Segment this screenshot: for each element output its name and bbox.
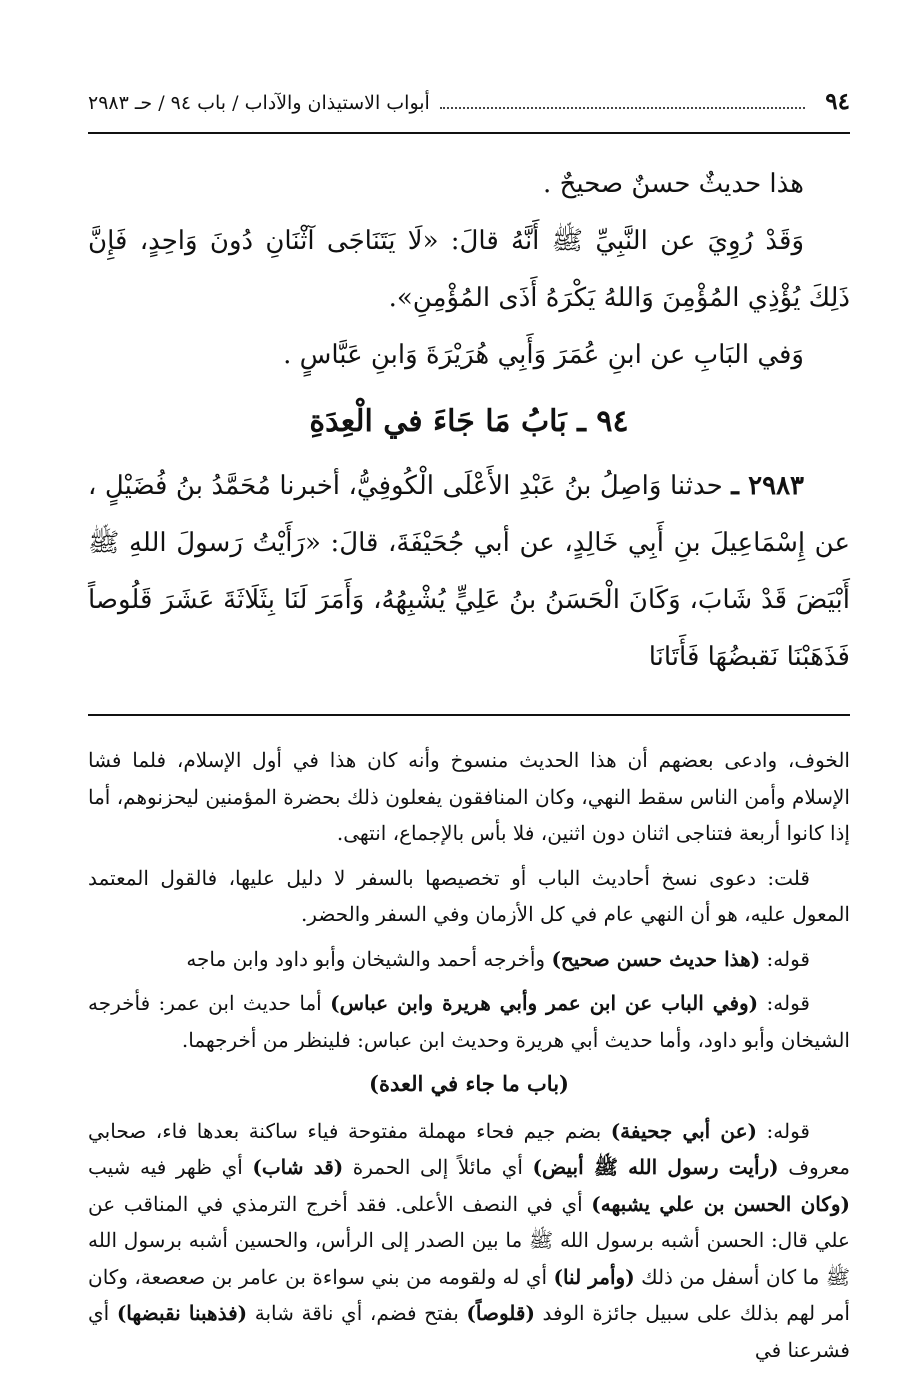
commentary-text: أي في النصف الأعلى. فقد أخرج الترمذي في المناقب عن علي قال: الحسن أشبه برسول الله ﷺ ما بين الصدر إلى الرأس، والحسين أشبه برسول الله ﷺ ما كان أسفل من ذلك bbox=[88, 1191, 850, 1289]
chapter-title: ٩٤ ـ بَابُ مَا جَاءَ في الْعِدَةِ bbox=[309, 404, 629, 439]
quote-prefix: قوله: bbox=[760, 946, 810, 971]
quote-prefix: قوله: bbox=[758, 991, 810, 1015]
quote-prefix: قوله: bbox=[757, 1118, 810, 1143]
quoted-phrase: (هذا حديث حسن صحيح) bbox=[551, 946, 761, 971]
narration-paragraph: وَقَدْ رُوِيَ عن النَّبِيِّ ﷺ أَنَّهُ قالَ: «لَا يَتَنَاجَى آثْنَانِ دُونَ وَاحِدٍ، فَإِنَّ ذَلِكَ يُؤْذِي المُؤْمِنَ وَاللهُ يَكْرَهُ أَذَى المُؤْمِنِ». bbox=[88, 226, 850, 313]
commentary-text: أي فشرعنا في bbox=[88, 1301, 850, 1362]
commentary bbox=[88, 742, 850, 1368]
commentary-paragraph-3 bbox=[88, 941, 850, 978]
hadith-number: ٢٩٨٣ ـ bbox=[731, 471, 804, 501]
commentary-paragraph-2: قلت: دعوى نسخ أحاديث الباب أو تخصيصها بالسفر لا دليل عليها، فالقول المعتمد المعول عليه، هو أن النهي عام في كل الأزمان وفي السفر والحضر. bbox=[88, 865, 850, 926]
commentary-text: أي مائلاً إلى الحمرة bbox=[343, 1155, 533, 1179]
quoted-phrase: (رأيت رسول الله ﷺ أبيض) bbox=[532, 1155, 779, 1179]
header-leader-dots bbox=[440, 107, 805, 109]
quoted-phrase: (وفي الباب عن ابن عمر وأبي هريرة وابن عباس) bbox=[330, 991, 759, 1015]
footnote-divider bbox=[88, 714, 850, 716]
quoted-phrase: (عن أبي جحيفة) bbox=[610, 1118, 757, 1143]
page-header bbox=[88, 88, 850, 134]
commentary-text: أما حديث ابن عمر: فأخرجه الشيخان وأبو داود، وأما حديث أبي هريرة وحديث ابن عباس: فلينظر من أخرجهما. bbox=[88, 991, 850, 1052]
quoted-phrase: (فذهبنا نقبضها) bbox=[116, 1301, 248, 1325]
book-page bbox=[88, 88, 850, 1376]
hadith-text: حدثنا وَاصِلُ بنُ عَبْدِ الأَعْلَى الْكُوفِيُّ، أخبرنا مُحَمَّدُ بنُ فُضَيْلٍ ، عن إِسْمَاعِيلَ بنِ أَبِي خَالِدٍ، عن أبي جُحَيْفَةَ، قالَ: «رَأَيْتُ رَسولَ اللهِ ﷺ أَبْيَضَ قَدْ شَابَ، وَكَانَ الْحَسَنُ بنُ عَلِيٍّ يُشْبِهُهُ، وَأَمَرَ لَنَا بِثَلَاثَةَ عَشَرَ قَلُوصاً فَذَهَبْنَا نَقبضُهَا فَأَتَانَا bbox=[88, 471, 850, 672]
quoted-phrase: (قلوصاً) bbox=[466, 1301, 535, 1325]
hadith-grade-line: هذا حديثٌ حسنٌ صحيحٌ . bbox=[543, 169, 804, 199]
commentary-text: بفتح فضم، أي ناقة شابة bbox=[247, 1301, 467, 1325]
quoted-phrase: (وأمر لنا) bbox=[553, 1264, 635, 1289]
running-title: أبواب الاستيذان والآداب / باب ٩٤ / حـ ٢٩٨٣ bbox=[88, 92, 430, 114]
quoted-phrase: (قد شاب) bbox=[252, 1155, 344, 1179]
quoted-phrase: (وكان الحسن بن علي يشبهه) bbox=[591, 1191, 850, 1216]
commentary-text: أي ظهر فيه شيب bbox=[88, 1155, 253, 1179]
page-number: ٩٤ bbox=[825, 88, 850, 115]
chapter-references: وَفي البَابِ عن ابنِ عُمَرَ وَأَبِي هُرَيْرَةَ وَابنِ عَبَّاسٍ . bbox=[283, 340, 804, 370]
commentary-paragraph-4 bbox=[88, 985, 850, 1058]
main-text bbox=[88, 156, 850, 686]
commentary-text: بضم جيم فحاء مهملة مفتوحة فياء ساكنة بعدها فاء، صحابي معروف bbox=[88, 1118, 851, 1179]
hadith-paragraph bbox=[88, 458, 850, 686]
commentary-text: وأخرجه أحمد والشيخان وأبو داود وابن ماجه bbox=[186, 946, 552, 971]
commentary-paragraph-1: الخوف، وادعى بعضهم أن هذا الحديث منسوخ وأنه كان هذا في أول الإسلام، فلما فشا الإسلام وأمن الناس سقط النهي، وكان المنافقون يفعلون ذلك بحضرة المؤمنين ليحزنوهم، أما إذا كانوا أربعة فتناجى اثنان دون اثنين، فلا بأس بالإجماع، انتهى. bbox=[88, 748, 850, 845]
commentary-text: أي له ولقومه من بني سواءة بن عامر بن صعصعة، وكان أمر لهم بذلك على سبيل جائزة الوفد bbox=[88, 1264, 850, 1325]
commentary-section-title: (باب ما جاء في العدة) bbox=[369, 1071, 569, 1096]
commentary-paragraph-5 bbox=[88, 1113, 850, 1369]
